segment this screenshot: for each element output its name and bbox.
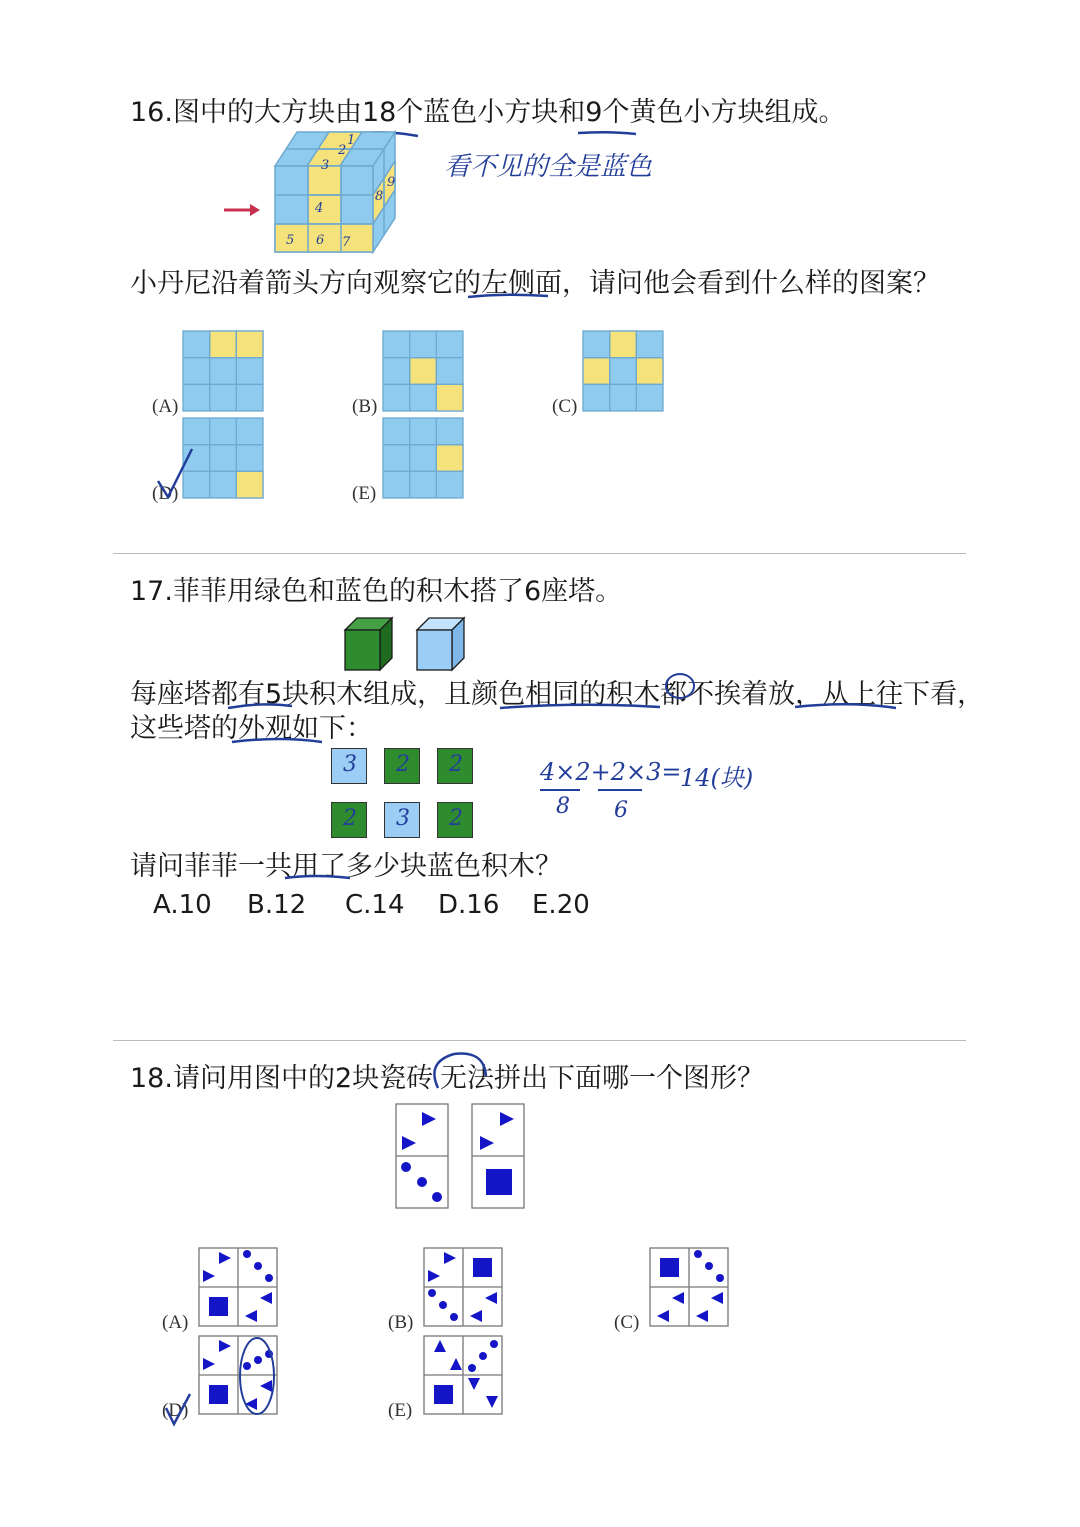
svg-text:3: 3 — [321, 158, 330, 173]
tile-number: 2 — [449, 752, 463, 777]
q18-option-b-grid — [424, 1248, 504, 1328]
q18-option-a-grid — [199, 1248, 279, 1328]
q17-tile-5 — [384, 802, 420, 838]
q16-option-a-label[interactable]: (A) — [152, 396, 179, 417]
q18-title-rest: 无法拼出下面哪一个图形？ — [440, 1063, 764, 1094]
q18-option-e-grid — [424, 1336, 504, 1416]
divider-2 — [113, 1040, 966, 1041]
q16-handwritten-note: 看不见的全是蓝色 — [444, 152, 653, 182]
q17-calc-main: 4×2+2×3= — [540, 758, 682, 786]
q16-option-c-label[interactable]: (C) — [552, 396, 578, 417]
svg-text:2: 2 — [338, 143, 347, 158]
q16-option-c-grid — [583, 331, 665, 413]
q18-title: 18.请问用图中的2块瓷砖 — [130, 1063, 434, 1094]
q18-option-d-grid — [199, 1336, 279, 1416]
q17-tile-6 — [437, 802, 473, 838]
choice-e[interactable]: E.20 — [532, 890, 590, 920]
q17-question2-underline — [0, 872, 1080, 892]
tile-number: 3 — [343, 752, 357, 777]
tile-number: 2 — [343, 806, 357, 831]
q17-title: 17.菲菲用绿色和蓝色的积木搭了6座塔。 — [130, 576, 623, 607]
svg-text:6: 6 — [316, 233, 325, 248]
q17-tile-4 — [331, 802, 367, 838]
svg-text:1: 1 — [347, 133, 356, 148]
q17-calc-sub2: 6 — [614, 798, 628, 823]
tile-number: 3 — [396, 806, 410, 831]
q16-option-e-label[interactable]: (E) — [352, 483, 377, 504]
q18-option-e-label[interactable]: (E) — [388, 1400, 413, 1421]
q17-question-line2: 这些塔的外观如下： — [130, 713, 373, 744]
choice-b[interactable]: B.12 — [247, 890, 307, 920]
svg-text:8: 8 — [375, 189, 384, 204]
svg-text:9: 9 — [387, 175, 396, 190]
q16-question-underline — [0, 285, 1080, 325]
q18-option-a-label[interactable]: (A) — [162, 1312, 189, 1333]
choice-a[interactable]: A.10 — [153, 890, 212, 920]
tile-number: 2 — [449, 806, 463, 831]
check-mark-icon — [164, 1392, 204, 1432]
q16-option-a-grid — [183, 331, 265, 413]
q18-source-tiles — [396, 1104, 531, 1212]
q18-option-c-grid — [650, 1248, 730, 1328]
q17-calc-sub1: 8 — [556, 794, 570, 819]
svg-text:4: 4 — [315, 201, 324, 216]
q17-calc-underlines — [540, 784, 740, 804]
q16-option-e-grid — [383, 418, 465, 500]
q18-option-d-label[interactable]: (D) — [162, 1400, 189, 1421]
q17-tile-3 — [437, 748, 473, 784]
choice-d[interactable]: D.16 — [438, 890, 500, 920]
arrow-icon — [222, 200, 282, 220]
q17-calc-result: 14(块) — [680, 764, 754, 792]
q17-tile-2 — [384, 748, 420, 784]
svg-text:5: 5 — [286, 233, 295, 248]
divider-1 — [113, 553, 966, 554]
q17-choices — [0, 890, 1080, 924]
q16-option-b-label[interactable]: (B) — [352, 396, 378, 417]
choice-c[interactable]: C.14 — [345, 890, 405, 920]
q17-question-line1: 每座塔都有5块积木组成，且颜色相同的积木都不挨着放，从上往下看， — [130, 679, 985, 710]
q16-cube-figure — [220, 128, 420, 258]
q17-handwritten-marks — [0, 664, 1080, 744]
q17-tile-1 — [331, 748, 367, 784]
q16-option-d-label[interactable]: (D) — [152, 483, 179, 504]
q16-question: 小丹尼沿着箭头方向观察它的左侧面，请问他会看到什么样的图案？ — [130, 268, 940, 299]
q17-question2: 请问菲菲一共用了多少块蓝色积木？ — [130, 851, 562, 882]
check-mark-icon — [156, 445, 206, 505]
svg-text:7: 7 — [342, 235, 351, 250]
q16-title: 16.图中的大方块由18个蓝色小方块和9个黄色小方块组成。 — [130, 97, 846, 128]
q18-option-b-label[interactable]: (B) — [388, 1312, 414, 1333]
q18-circle-mark — [424, 1050, 504, 1110]
tile-number: 2 — [396, 752, 410, 777]
q18-option-c-label[interactable]: (C) — [614, 1312, 640, 1333]
q16-option-b-grid — [383, 331, 465, 413]
